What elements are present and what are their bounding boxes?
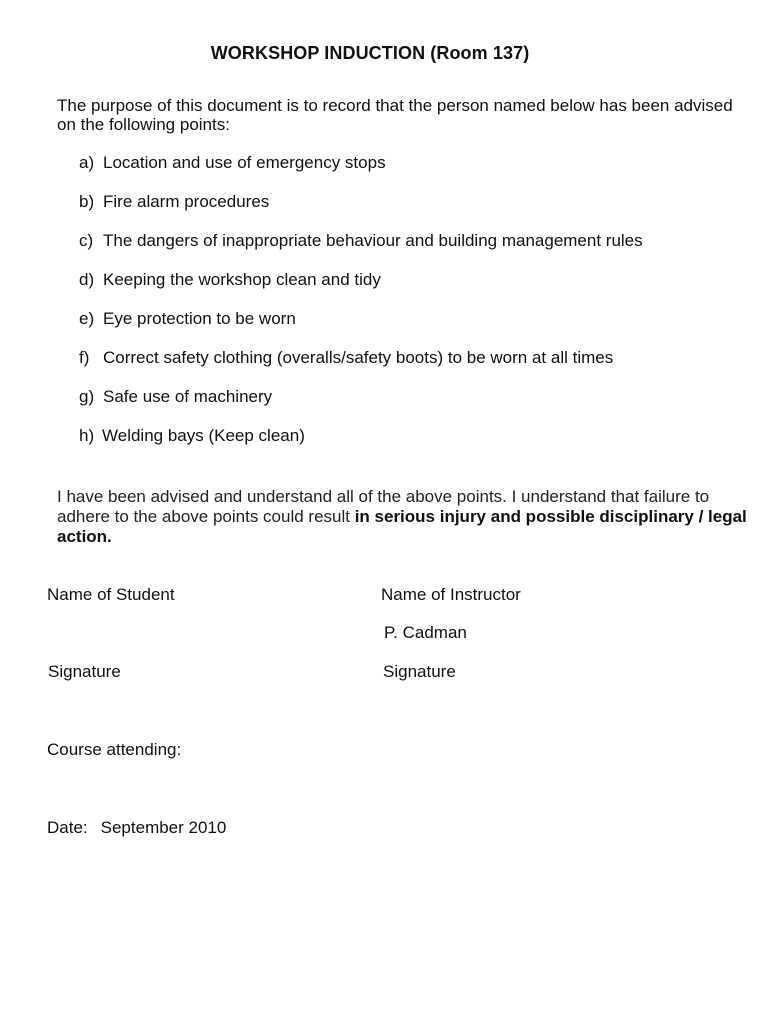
list-item-marker: g) (79, 387, 95, 406)
date-value: September 2010 (100, 818, 227, 837)
instructor-name-value: P. Cadman (384, 623, 467, 642)
instructor-name-label: Name of Instructor (381, 585, 521, 604)
list-item-marker: c) (79, 231, 94, 250)
instructor-signature-label: Signature (383, 662, 456, 681)
date-label: Date: (47, 818, 88, 837)
date-field (47, 818, 226, 838)
list-item (79, 387, 739, 426)
list-item (79, 309, 739, 348)
list-item (79, 192, 739, 231)
list-item (79, 348, 739, 387)
list-item-marker: d) (79, 270, 95, 289)
list-item-marker: b) (79, 192, 95, 211)
list-item (79, 426, 739, 465)
list-item-marker: h) (79, 426, 95, 445)
acknowledgement-warning: in serious injury and possible disciplinary / legal action. (57, 507, 747, 546)
student-signature-label: Signature (48, 662, 121, 681)
document-title: WORKSHOP INDUCTION (Room 137) (210, 43, 530, 63)
list-item-text: Location and use of emergency stops (103, 153, 386, 172)
list-item (79, 153, 739, 192)
induction-points-list (79, 153, 739, 465)
list-item-marker: f) (79, 348, 90, 367)
list-item (79, 270, 739, 309)
list-item (79, 231, 739, 270)
list-item-text: Keeping the workshop clean and tidy (103, 270, 381, 289)
list-item-text: Eye protection to be worn (103, 309, 296, 328)
list-item-text: Correct safety clothing (overalls/safety boots) to be worn at all times (103, 348, 614, 367)
list-item-text: Fire alarm procedures (103, 192, 270, 211)
list-item-text: Safe use of machinery (103, 387, 273, 406)
list-item-marker: e) (79, 309, 95, 328)
intro-paragraph: The purpose of this document is to record that the person named below has been advised on the following points: (57, 96, 733, 134)
course-attending-label: Course attending: (47, 740, 182, 759)
list-item-text: Welding bays (Keep clean) (102, 426, 305, 445)
acknowledgement-paragraph (57, 487, 747, 547)
list-item-marker: a) (79, 153, 95, 172)
student-name-label: Name of Student (47, 585, 175, 604)
list-item-text: The dangers of inappropriate behaviour and building management rules (103, 231, 643, 250)
acknowledgement-text: I have been advised and understand all of the above points. I understand that failure to adhere to the above points could result (57, 487, 710, 526)
